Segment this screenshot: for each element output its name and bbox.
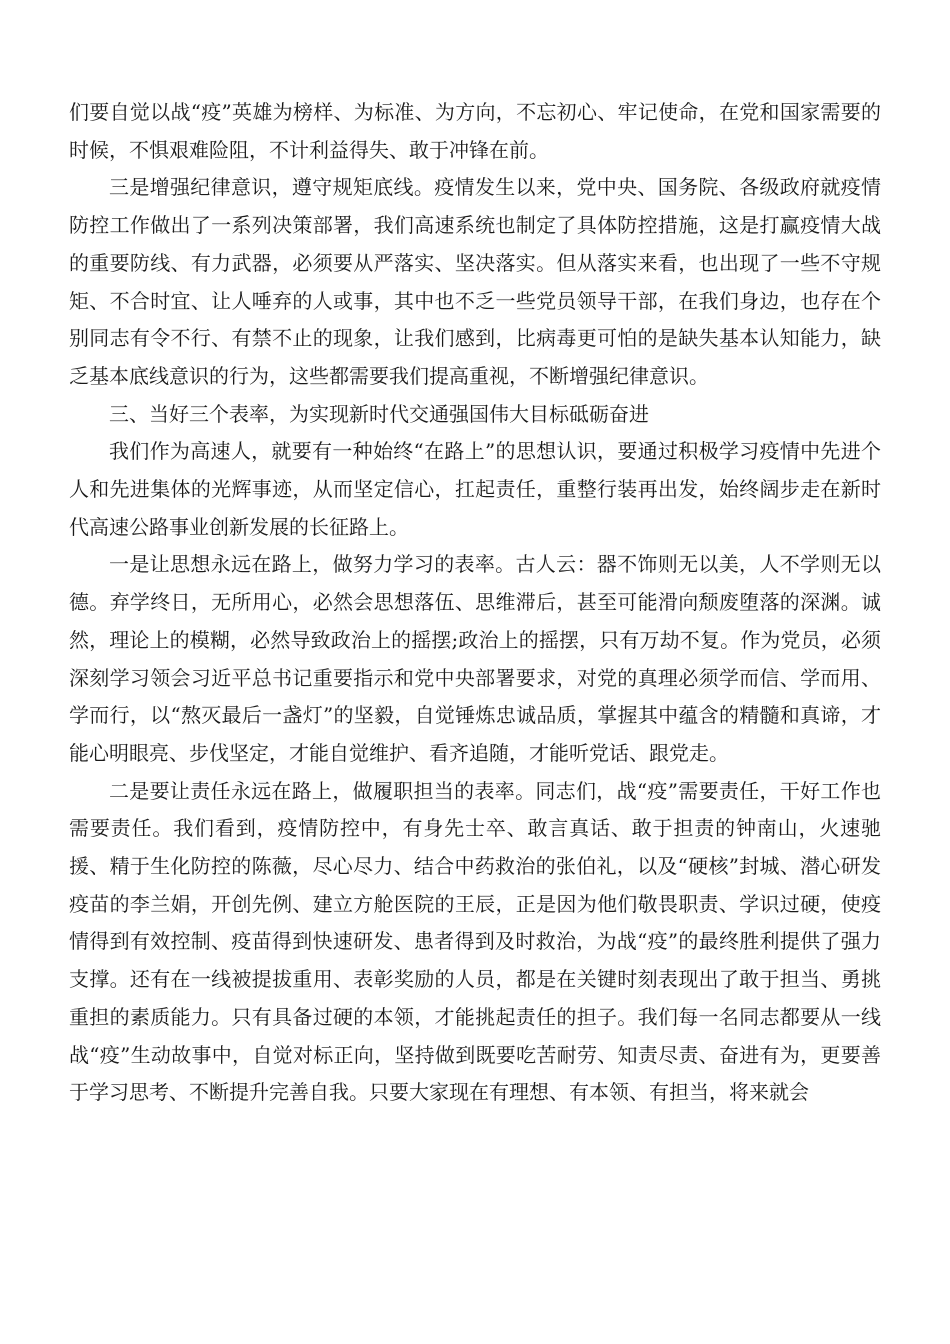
paragraph-study-model: 一是让思想永远在路上，做努力学习的表率。古人云：器不饰则无以美，人不学则无以德。弃学终日，无所用心，必然会思想落伍、思维滞后，甚至可能滑向颓废堕落的深渊。诚然，理论上的模糊，必然导致政治上的摇摆;政治上的摇摆，只有万劫不复。作为党员，必须深刻学习领会习近平总书记重要指示和党中央部署要求，对党的真理必须学而信、学而用、学而行，以“熬灭最后一盏灯”的坚毅，自觉锤炼忠诚品质，掌握其中蕴含的精髓和真谛，才能心明眼亮、步伐坚定，才能自觉维护、看齐追随，才能听党话、跟党走。: [69, 552, 881, 765]
paragraph-continuation: 们要自觉以战“疫”英雄为榜样、为标准、为方向，不忘初心、牢记使命，在党和国家需要的时候，不惧艰难险阻，不计利益得失、敢于冲锋在前。: [69, 100, 881, 162]
section-heading-three-models: 三、当好三个表率，为实现新时代交通强国伟大目标砥砺奋进: [109, 401, 649, 426]
paragraph-responsibility-model: 二是要让责任永远在路上，做履职担当的表率。同志们，战“疫”需要责任，干好工作也需要责任。我们看到，疫情防控中，有身先士卒、敢言真话、敢于担责的钟南山，火速驰援、精于生化防控的陈薇，尽心尽力、结合中药救治的张伯礼，以及“硬核”封城、潜心研发疫苗的李兰娟，开创先例、建立方舱医院的王辰，正是因为他们敬畏职责、学识过硬，使疫情得到有效控制、疫苗得到快速研发、患者得到及时救治，为战“疫”的最终胜利提供了强力支撑。还有在一线被提拔重用、表彰奖励的人员，都是在关键时刻表现出了敢于担当、勇挑重担的素质能力。只有具备过硬的本领，才能挑起责任的担子。我们每一名同志都要从一线战“疫”生动故事中，自觉对标正向，坚持做到既要吃苦耐劳、知责尽责、奋进有为，更要善于学习思考、不断提升完善自我。只要大家现在有理想、有本领、有担当，将来就会: [69, 778, 881, 1105]
paragraph-on-the-road: 我们作为高速人，就要有一种始终“在路上”的思想认识，要通过积极学习疫情中先进个人和先进集体的光辉事迹，从而坚定信心，扛起责任，重整行装再出发，始终阔步走在新时代高速公路事业创新发展的长征路上。: [69, 439, 881, 539]
document-body: [69, 94, 881, 1112]
paragraph-discipline-awareness: 三是增强纪律意识，遵守规矩底线。疫情发生以来，党中央、国务院、各级政府就疫情防控工作做出了一系列决策部署，我们高速系统也制定了具体防控措施，这是打赢疫情大战的重要防线、有力武器，必须要从严落实、坚决落实。但从落实来看，也出现了一些不守规矩、不合时宜、让人唾弃的人或事，其中也不乏一些党员领导干部，在我们身边，也存在个别同志有令不行、有禁不止的现象，让我们感到，比病毒更可怕的是缺失基本认知能力，缺乏基本底线意识的行为，这些都需要我们提高重视，不断增强纪律意识。: [69, 175, 881, 388]
